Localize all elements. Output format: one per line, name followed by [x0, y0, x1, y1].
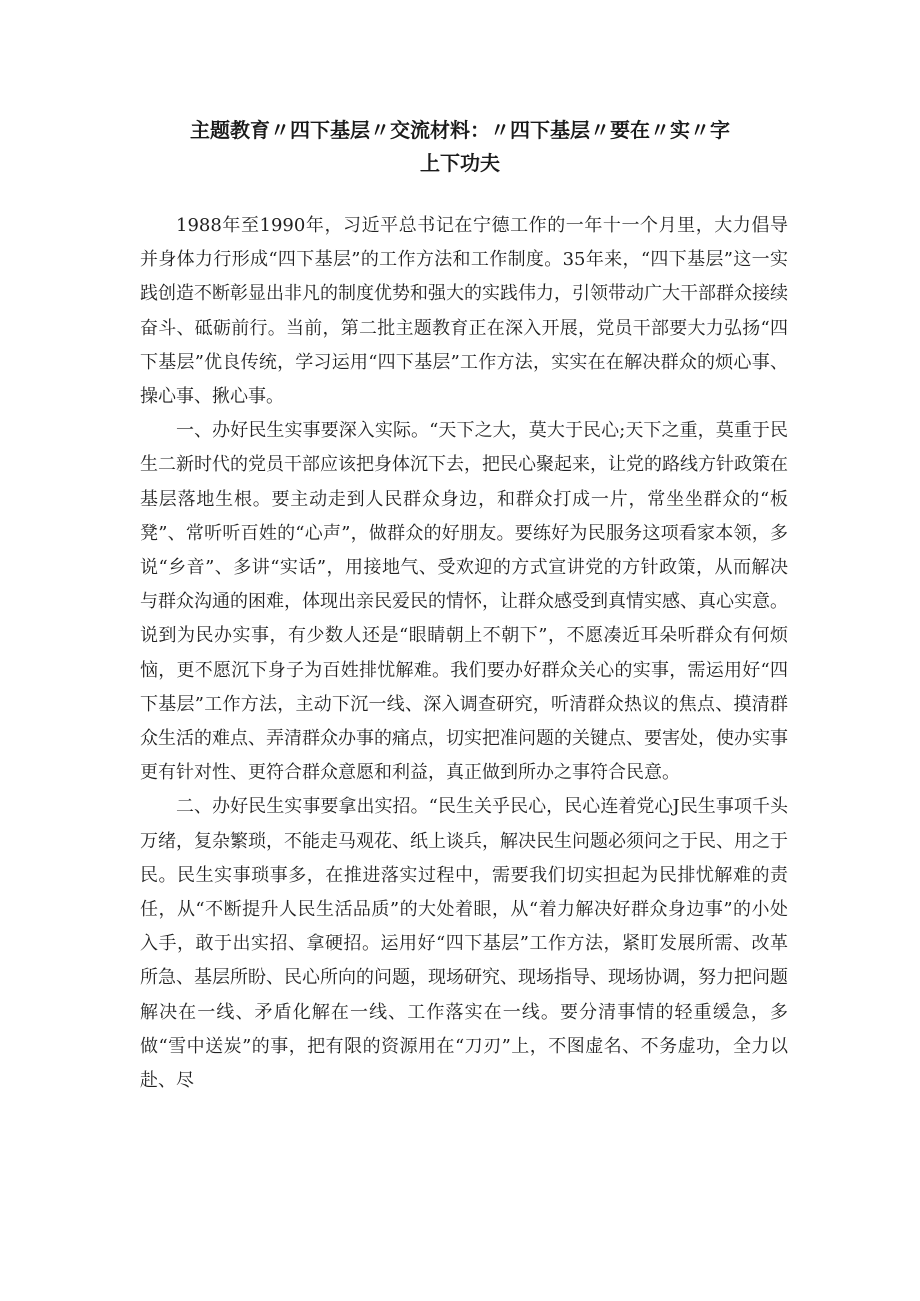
paragraph-section-2: 二、办好民生实事要拿出实招。“民生关乎民心，民心连着党心J民生事项千头万绪，复杂繁琐，不能走马观花、纸上谈兵，解决民生问题必须问之于民、用之于民。民生实事琐事多，在推进落实过程中，需要我们切实担起为民排忧解难的责任，从“不断提升人民生活品质”的大处着眼，从“着力解决好群众身边事”的小处入手，敢于出实招、拿硬招。运用好“四下基层”工作方法，紧盯发展所需、改革所急、基层所盼、民心所向的问题，现场研究、现场指导、现场协调，努力把问题解决在一线、矛盾化解在一线、工作落实在一线。要分清事情的轻重缓急，多做“雪中送炭”的事，把有限的资源用在“刀刃”上，不图虚名、不务虚功，全力以赴、尽 [140, 796, 788, 1092]
document-body [140, 209, 788, 1098]
document-title [140, 114, 780, 180]
paragraph-section-1: 一、办好民生实事要深入实际。“天下之大，莫大于民心;天下之重，莫重于民生二新时代的党员干部应该把身体沉下去，把民心聚起来，让党的路线方针政策在基层落地生根。要主动走到人民群众身边，和群众打成一片，常坐坐群众的“板凳”、常听听百姓的“心声”，做群众的好朋友。要练好为民服务这项看家本领，多说“乡音”、多讲“实话”，用接地气、受欢迎的方式宣讲党的方针政策，从而解决与群众沟通的困难，体现出亲民爱民的情怀，让群众感受到真情实感、真心实意。说到为民办实事，有少数人还是“眼睛朝上不朝下”，不愿凑近耳朵听群众有何烦恼，更不愿沉下身子为百姓排忧解难。我们要办好群众关心的实事，需运用好“四下基层”工作方法，主动下沉一线、深入调查研究，听清群众热议的焦点、摸清群众生活的难点、弄清群众办事的痛点，切实把准问题的关键点、要害处，使办实事更有针对性、更符合群众意愿和利益，真正做到所办之事符合民意。 [140, 420, 788, 784]
paragraph-intro: 1988年至1990年，习近平总书记在宁德工作的一年十一个月里，大力倡导并身体力行形成“四下基层”的工作方法和工作制度。35年来，“四下基层”这一实践创造不断彰显出非凡的制度优势和强大的实践伟力，引领带动广大干部群众接续奋斗、砥砺前行。当前，第二批主题教育正在深入开展，党员干部要大力弘扬“四下基层”优良传统，学习运用“四下基层”工作方法，实实在在解决群众的烦心事、操心事、揪心事。 [140, 215, 788, 408]
title-line-2: 上下功夫 [420, 151, 500, 175]
title-line-1: 主题教育〃四下基层〃交流材料：〃四下基层〃要在〃实〃字 [190, 118, 730, 142]
